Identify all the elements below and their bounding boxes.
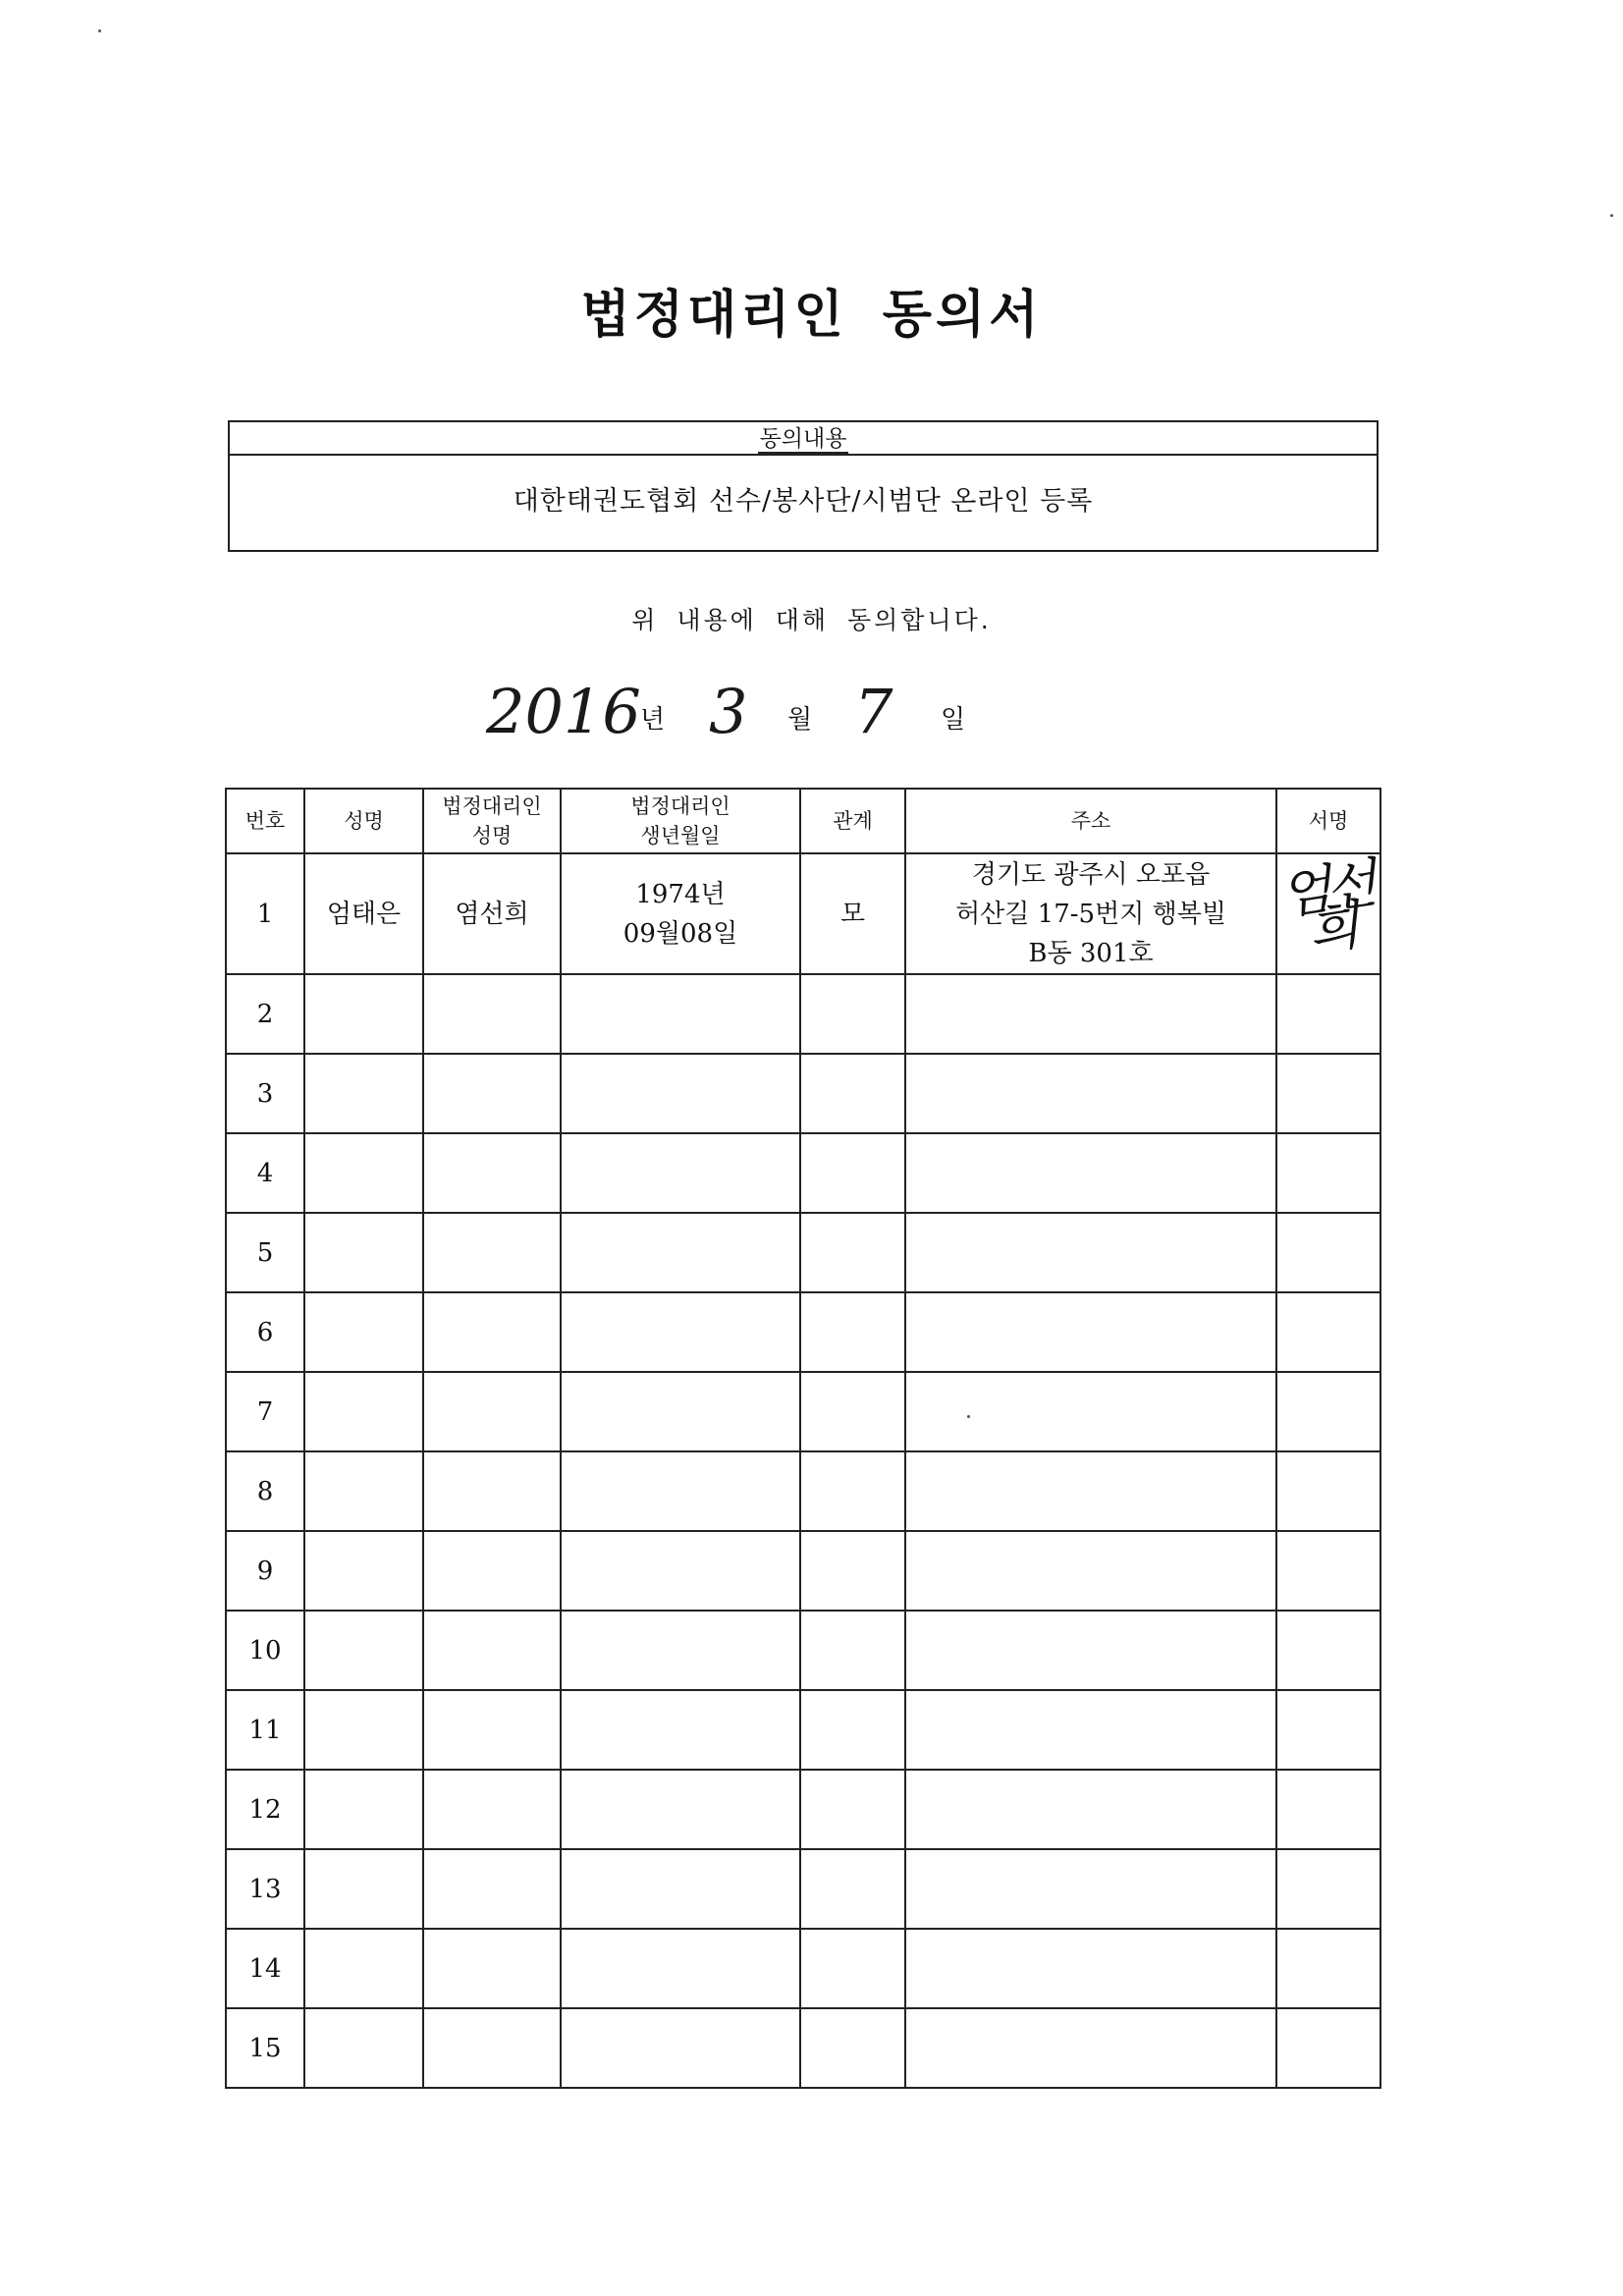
row-relation (800, 1292, 905, 1372)
consent-header (230, 422, 1377, 456)
row-number: 5 (226, 1213, 304, 1292)
row-guardian-name (423, 1292, 561, 1372)
row-relation (800, 1372, 905, 1451)
row-name (304, 1054, 423, 1133)
date-year-handwritten: 2016 (486, 676, 641, 747)
date-row (0, 678, 1623, 746)
table-row (226, 1054, 1380, 1133)
row-relation (800, 1690, 905, 1770)
row-relation (800, 1133, 905, 1213)
table-row (226, 1451, 1380, 1531)
row-signature (1276, 1451, 1380, 1531)
row-address (905, 1372, 1276, 1451)
row-guardian-birth (561, 1372, 800, 1451)
row-guardian-birth (561, 1292, 800, 1372)
table-row (226, 1531, 1380, 1611)
row-guardian-birth (561, 1770, 800, 1849)
date-day-unit: 일 (941, 705, 966, 735)
header-number: 번호 (226, 789, 304, 853)
row-guardian-name (423, 1849, 561, 1929)
row-address (905, 1611, 1276, 1690)
row-guardian-birth (561, 1929, 800, 2008)
table-row (226, 1770, 1380, 1849)
header-guardian-birth-line1: 법정대리인 (630, 794, 730, 818)
row-name (304, 1770, 423, 1849)
table-row (226, 1611, 1380, 1690)
row-guardian-birth (561, 974, 800, 1054)
row-address (905, 1292, 1276, 1372)
row-signature (1276, 1531, 1380, 1611)
consent-box (228, 420, 1379, 552)
row-guardian-name (423, 1054, 561, 1133)
document-title: 법정대리인 동의서 (580, 285, 1043, 345)
row-name (304, 1849, 423, 1929)
row-number: 8 (226, 1451, 304, 1531)
row-address-line2: 허산길 17-5번지 행복빌 (955, 899, 1226, 929)
row-address (905, 974, 1276, 1054)
row-signature (1276, 1292, 1380, 1372)
table-row (226, 1849, 1380, 1929)
row-relation (800, 1770, 905, 1849)
table-row (226, 974, 1380, 1054)
row-guardian-name (423, 1213, 561, 1292)
row-birth-year: 1974년 (635, 879, 726, 909)
row-signature (1276, 1929, 1380, 2008)
table-row (226, 1372, 1380, 1451)
row-name (304, 1611, 423, 1690)
row-number: 6 (226, 1292, 304, 1372)
row-name (304, 1213, 423, 1292)
date-day-handwritten: 7 (854, 676, 893, 747)
row-name: 엄태은 (304, 853, 423, 974)
row-number: 4 (226, 1133, 304, 1213)
row-number: 15 (226, 2008, 304, 2088)
row-address (905, 2008, 1276, 2088)
row-guardian-birth (561, 853, 800, 974)
row-birth-date: 09월08일 (622, 918, 738, 949)
row-name (304, 1531, 423, 1611)
row-number: 3 (226, 1054, 304, 1133)
row-guardian-birth (561, 2008, 800, 2088)
row-guardian-name (423, 1770, 561, 1849)
row-guardian-name (423, 2008, 561, 2088)
row-guardian-name (423, 1451, 561, 1531)
row-relation (800, 1611, 905, 1690)
row-relation (800, 1849, 905, 1929)
row-guardian-birth (561, 1213, 800, 1292)
row-number: 13 (226, 1849, 304, 1929)
row-relation (800, 1531, 905, 1611)
consent-body: 대한태권도협회 선수/봉사단/시범단 온라인 등록 (513, 486, 1094, 517)
row-address (905, 1690, 1276, 1770)
row-number: 7 (226, 1372, 304, 1451)
date-month-unit: 월 (787, 705, 813, 735)
row-relation (800, 2008, 905, 2088)
row-signature (1276, 1690, 1380, 1770)
table-row (226, 1292, 1380, 1372)
row-guardian-birth (561, 1451, 800, 1531)
header-guardian-name (423, 789, 561, 853)
header-address: 주소 (905, 789, 1276, 853)
header-name: 성명 (304, 789, 423, 853)
row-relation (800, 1054, 905, 1133)
row-guardian-name (423, 1611, 561, 1690)
table-row (226, 853, 1380, 974)
row-address (905, 1929, 1276, 2008)
row-address-line1: 경기도 광주시 오포읍 (971, 859, 1211, 890)
row-number: 10 (226, 1611, 304, 1690)
row-relation (800, 974, 905, 1054)
row-name (304, 1690, 423, 1770)
row-name (304, 1929, 423, 2008)
table-row (226, 1133, 1380, 1213)
scan-speck (98, 29, 101, 32)
row-guardian-name (423, 1531, 561, 1611)
scan-speck (1610, 214, 1613, 217)
row-guardian-name (423, 974, 561, 1054)
row-address-line3: B동 301호 (1028, 938, 1154, 968)
row-signature (1276, 1372, 1380, 1451)
guardian-table (225, 788, 1381, 2089)
row-address (905, 1213, 1276, 1292)
row-guardian-name (423, 1929, 561, 2008)
date-year-unit: 년 (640, 705, 666, 735)
row-signature (1276, 1849, 1380, 1929)
row-guardian-birth (561, 1054, 800, 1133)
row-signature (1276, 1213, 1380, 1292)
header-guardian-name-line2: 성명 (471, 824, 513, 847)
row-guardian-birth (561, 1133, 800, 1213)
header-signature: 서명 (1276, 789, 1380, 853)
table-row (226, 1690, 1380, 1770)
row-guardian-name (423, 1690, 561, 1770)
row-signature (1276, 1770, 1380, 1849)
row-name (304, 974, 423, 1054)
row-address (905, 853, 1276, 974)
row-address (905, 1054, 1276, 1133)
row-name (304, 1451, 423, 1531)
row-signature (1276, 1054, 1380, 1133)
row-relation (800, 1929, 905, 2008)
table-row (226, 2008, 1380, 2088)
row-name (304, 1372, 423, 1451)
table-row (226, 1213, 1380, 1292)
handwritten-signature: 엄선희 (1276, 851, 1376, 962)
row-number: 2 (226, 974, 304, 1054)
row-number: 12 (226, 1770, 304, 1849)
scan-speck (967, 1415, 970, 1418)
consent-header-label: 동의내용 (759, 426, 847, 452)
row-address (905, 1531, 1276, 1611)
row-number: 14 (226, 1929, 304, 2008)
row-relation (800, 1451, 905, 1531)
row-guardian-name: 염선희 (423, 853, 561, 974)
row-guardian-birth (561, 1531, 800, 1611)
agree-statement: 위 내용에 대해 동의합니다. (631, 606, 992, 634)
header-guardian-birth-line2: 생년월일 (640, 824, 721, 847)
row-signature (1276, 974, 1380, 1054)
row-name (304, 1133, 423, 1213)
row-address (905, 1133, 1276, 1213)
header-relation: 관계 (800, 789, 905, 853)
row-number: 9 (226, 1531, 304, 1611)
row-guardian-name (423, 1372, 561, 1451)
row-guardian-name (423, 1133, 561, 1213)
row-address (905, 1770, 1276, 1849)
header-guardian-birth (561, 789, 800, 853)
row-signature (1276, 1611, 1380, 1690)
row-guardian-birth (561, 1611, 800, 1690)
row-signature (1276, 1133, 1380, 1213)
row-guardian-birth (561, 1849, 800, 1929)
row-guardian-birth (561, 1690, 800, 1770)
row-number: 11 (226, 1690, 304, 1770)
row-relation (800, 1213, 905, 1292)
header-guardian-name-line1: 법정대리인 (442, 794, 542, 818)
table-row (226, 1929, 1380, 2008)
date-month-handwritten: 3 (709, 676, 748, 747)
row-name (304, 2008, 423, 2088)
row-name (304, 1292, 423, 1372)
row-signature (1276, 2008, 1380, 2088)
row-address (905, 1849, 1276, 1929)
row-number: 1 (226, 853, 304, 974)
row-address (905, 1451, 1276, 1531)
row-relation: 모 (800, 853, 905, 974)
row-signature (1276, 853, 1380, 974)
table-header-row (226, 789, 1380, 853)
